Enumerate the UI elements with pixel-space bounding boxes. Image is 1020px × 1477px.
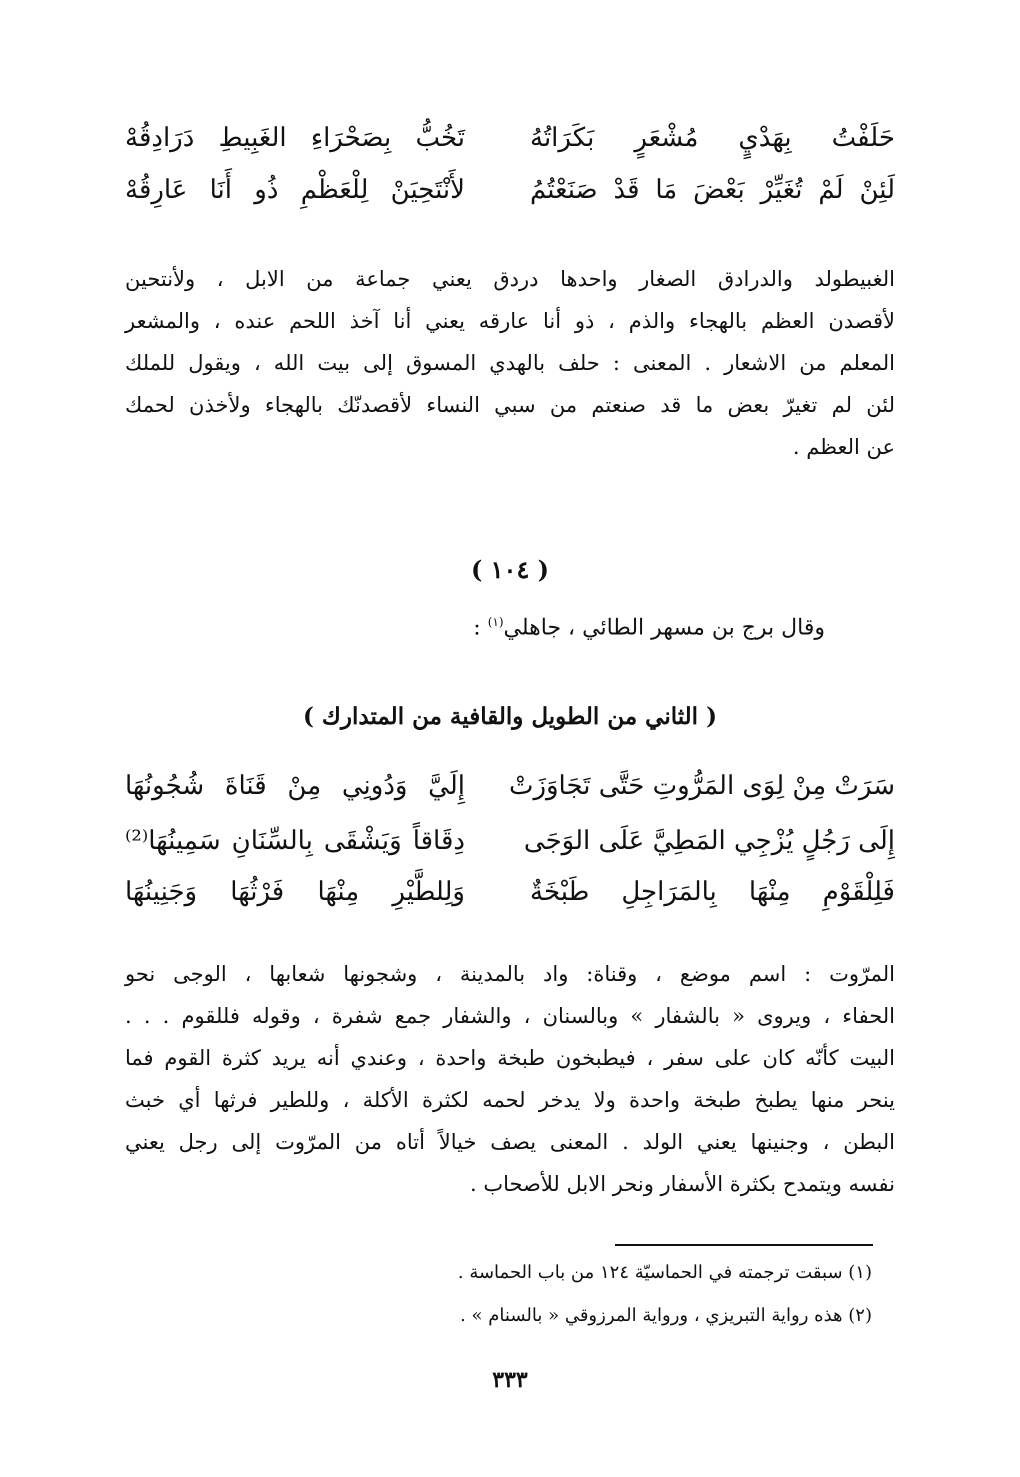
footnote-divider — [615, 1244, 873, 1246]
commentary-line: الغبيطولد والدرادق الصغار واحدها دردق يعني جماعة من الابل ، ولأنتحين — [125, 267, 895, 291]
page-number: ٣٣٣ — [492, 1367, 528, 1393]
verse-first-hemistich: إِلَى رَجُلٍ يُزْجِي المَطِيَّ عَلَى الوَجَى — [523, 826, 895, 856]
footnote-text: هذه رواية التبريزي ، ورواية المرزوقي « بالسنام » . — [460, 1305, 843, 1326]
footnote-ref: (١) — [487, 615, 504, 629]
verse-line — [125, 763, 895, 809]
commentary-line: البيت كأنّه كان على سفر ، فيطبخون طبخة واحدة ، وعندي أنه يريد كثرة القوم فما — [125, 1046, 895, 1070]
footnote-number: (٢) — [848, 1305, 872, 1326]
verse-second-hemistich: إِلَيَّ وَدُونِي مِنْ قَنَاةَ شُجُونُهَا — [125, 771, 465, 801]
verse-second-hemistich: وَلِلطَّيْرِ مِنْهَا فَرْثُهَا وَجَنِينُهَا — [125, 877, 465, 907]
commentary-line: عن العظم . — [792, 435, 895, 459]
verse-first-hemistich: لَئِنْ لَمْ تُغَيِّرْ بَعْضَ مَا قَدْ صَنَعْتُمُ — [530, 175, 895, 205]
commentary-line: لأقصدن العظم بالهجاء والذم ، ذو أنا عارقه يعني أنا آخذ اللحم عنده ، والمشعر — [125, 309, 895, 333]
commentary-line: لئن لم تغيرّ بعض ما قد صنعتم من سبي النساء لأقصدنّك بالهجاء ولأخذن لحمك — [125, 393, 895, 417]
verse-line — [125, 167, 895, 213]
meter-heading: ( الثاني من الطويل والقافية من المتدارك ) — [303, 703, 717, 730]
commentary-line: المرّوت : اسم موضع ، وقناة: واد بالمدينة ، وشجونها شعابها ، الوجى نحو — [125, 962, 895, 986]
commentary-top — [125, 258, 895, 468]
footnote-number: (١) — [848, 1262, 872, 1283]
verse-second-hemistich: دِقَاقاً وَيَشْقَى بِالسِّنَانِ سَمِينُهَا⁽²⁾ — [125, 826, 465, 856]
verse-first-hemistich: حَلَفْتُ بِهَدْيٍ مُشْعَرٍ بَكَرَاتُهُ — [530, 123, 895, 153]
footnote-text: سبقت ترجمته في الحماسيّة ١٢٤ من باب الحماسة . — [457, 1262, 843, 1283]
commentary-line: الحفاء ، ويروى « بالشفار » وبالسنان ، والشفار جمع شفرة ، وقوله فللقوم . . . — [125, 1004, 895, 1028]
footnote — [460, 1305, 872, 1326]
verse-line — [125, 115, 895, 161]
commentary-line: ينحر منها يطبخ طبخة واحدة ولا يدخر لحمه لكثرة الأكلة ، وللطير فرثها أي خبث — [125, 1088, 895, 1112]
verse-line — [125, 869, 895, 915]
verse-second-hemistich: لأَنْتَحِيَنْ لِلْعَظْمِ ذُو أَنَا عَارِقُهْ — [125, 175, 465, 205]
commentary-line: نفسه ويتمدح بكثرة الأسفار ونحر الابل للأصحاب . — [469, 1172, 895, 1196]
verse-line — [125, 818, 895, 864]
commentary-main — [125, 953, 895, 1205]
poem-intro — [473, 615, 825, 640]
verse-second-hemistich: تَخُبُّ بِصَحْرَاءِ الغَبِيطِ دَرَادِقُهْ — [125, 123, 465, 153]
footnote — [458, 1262, 872, 1283]
intro-colon: : — [473, 615, 488, 641]
poem-number: ( ١٠٤ ) — [470, 555, 550, 584]
intro-text: وقال برج بن مسهر الطائي ، جاهلي — [503, 615, 825, 641]
commentary-line: المعلم من الاشعار . المعنى : حلف بالهدي المسوق إلى بيت الله ، ويقول للملك — [125, 351, 895, 375]
verse-first-hemistich: فَلِلْقَوْمِ مِنْهَا بِالمَرَاجِلِ طَبْخَةٌ — [530, 877, 895, 907]
verse-first-hemistich: سَرَتْ مِنْ لِوَى المَرُّوتِ حَتَّى تَجَاوَزَتْ — [508, 771, 895, 801]
commentary-line: البطن ، وجنينها يعني الولد . المعنى يصف خيالاً أتاه من المرّوت إلى رجل يعني — [125, 1130, 895, 1154]
